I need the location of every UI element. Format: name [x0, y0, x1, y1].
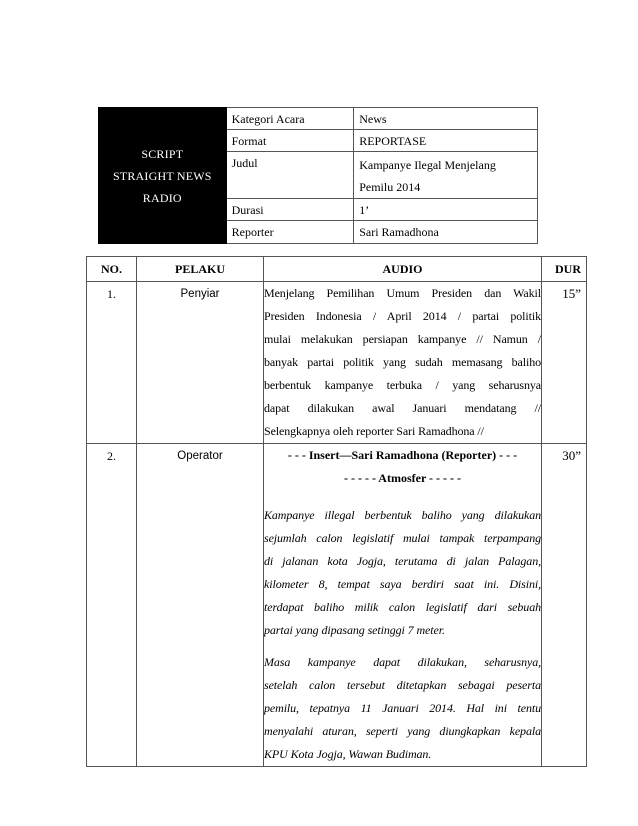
row-1-dur: 15” [542, 282, 587, 444]
table-row [87, 444, 587, 767]
row-2-pelaku: Operator [137, 444, 264, 767]
value-judul [354, 152, 538, 199]
report-line: partai yang dipasang setinggi 7 meter. [264, 623, 445, 637]
report-line: Kampanye illegal berbentuk baliho yang dilakukan [264, 508, 541, 522]
report-line: Masa kampanye dapat dilakukan, seharusnya, [264, 655, 541, 669]
header-audio: AUDIO [264, 257, 542, 282]
report-line: pemilu, tepatnya 11 Januari 2014. Hal ini tentu [264, 701, 541, 715]
report-line: KPU Kota Jogja, Wawan Budiman. [264, 747, 432, 761]
script-table [86, 256, 587, 767]
row-1-no: 1. [87, 282, 137, 444]
audio-line: Menjelang Pemilihan Umum Presiden dan Wakil [264, 286, 541, 300]
row-1-pelaku: Penyiar [137, 282, 264, 444]
header-pelaku: PELAKU [137, 257, 264, 282]
table-row [87, 282, 587, 444]
audio-line: berbentuk kampanye terbuka / yang seharusnya [264, 378, 541, 392]
report-paragraph-1 [264, 504, 541, 642]
label-judul: Judul [226, 152, 354, 199]
script-title-block [99, 108, 227, 244]
script-title-line-3: RADIO [142, 190, 182, 205]
script-title-line-2: STRAIGHT NEWS [112, 168, 212, 183]
report-line: setelah calon tersebut ditetapkan sebagai peserta [264, 678, 541, 692]
row-2-no: 2. [87, 444, 137, 767]
row-2-audio [264, 444, 542, 767]
atmosfer-cue: - - - - - Atmosfer - - - - - [343, 471, 462, 485]
header-dur: DUR [542, 257, 587, 282]
script-table-header-row [87, 257, 587, 282]
label-format: Format [226, 130, 354, 152]
label-reporter: Reporter [226, 221, 354, 244]
value-kategori: News [354, 108, 538, 130]
row-2-dur: 30” [542, 444, 587, 767]
header-no: NO. [87, 257, 137, 282]
value-format: REPORTASE [354, 130, 538, 152]
value-reporter: Sari Ramadhona [354, 221, 538, 244]
value-judul-line-2: Pemilu 2014 [359, 180, 421, 194]
value-durasi: 1’ [354, 199, 538, 221]
audio-line: mulai melakukan persiapan kampanye // Namun / [264, 332, 541, 346]
label-durasi: Durasi [226, 199, 354, 221]
report-line: menyalahi aturan, seperti yang diungkapkan kepala [264, 724, 541, 738]
row-1-audio [264, 282, 542, 444]
audio-line: Selengkapnya oleh reporter Sari Ramadhona // [264, 424, 484, 438]
value-judul-line-1: Kampanye Ilegal Menjelang [359, 158, 496, 172]
script-title-line-1: SCRIPT [141, 146, 184, 161]
label-kategori: Kategori Acara [226, 108, 354, 130]
audio-line: Presiden Indonesia / April 2014 / partai politik [264, 309, 541, 323]
report-line: sejumlah calon legislatif mulai tampak terpampang [264, 531, 541, 545]
insert-cue: - - - Insert—Sari Ramadhona (Reporter) - - - [287, 448, 518, 462]
script-header-table [98, 107, 538, 244]
audio-line: dapat dilakukan awal Januari mendatang // [264, 401, 541, 415]
report-paragraph-2 [264, 651, 541, 766]
report-line: kilometer 8, tempat saya berdiri saat ini. Disini, [264, 577, 541, 591]
report-line: di jalanan kota Jogja, terutama di jalan Palagan, [264, 554, 541, 568]
audio-line: banyak partai politik yang sudah memasang baliho [264, 355, 541, 369]
report-line: terdapat baliho milik calon legislatif dari sebuah [264, 600, 541, 614]
